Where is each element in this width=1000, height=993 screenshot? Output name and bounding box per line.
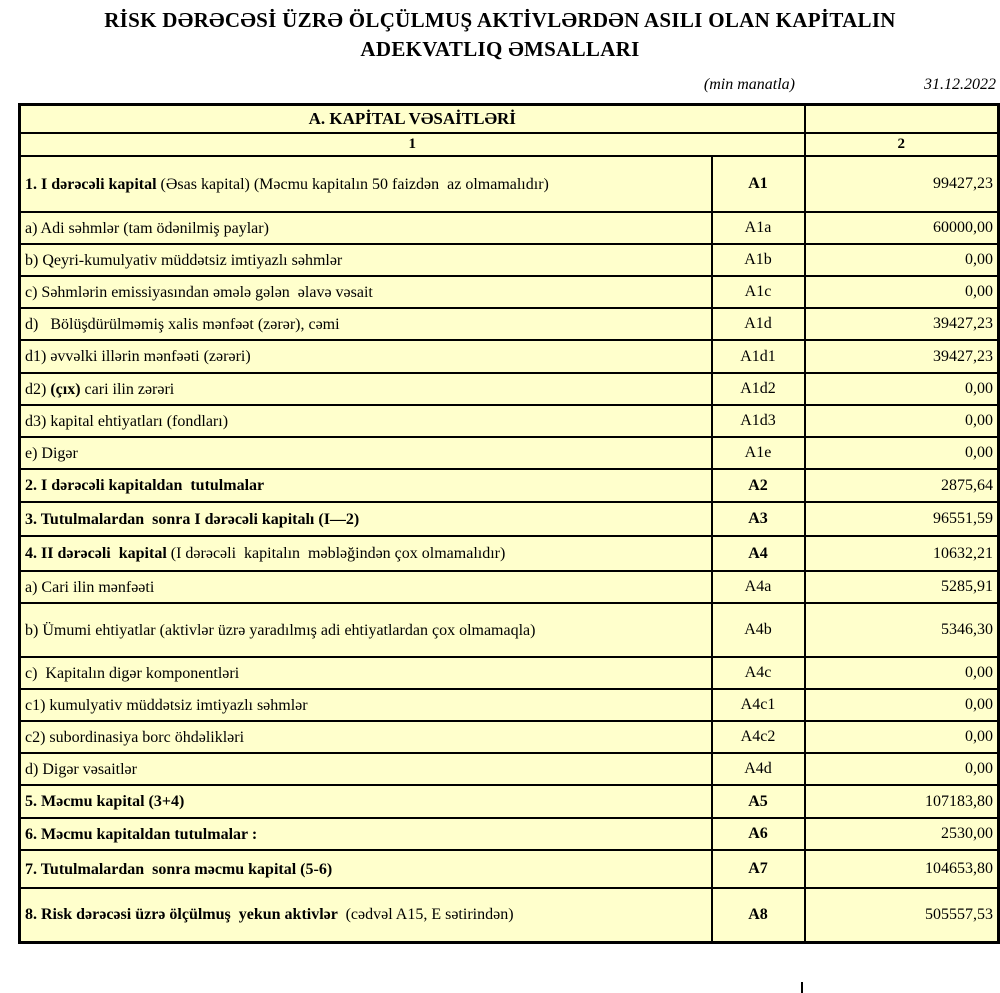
row-code: A5 (712, 785, 805, 818)
row-label (20, 818, 712, 850)
row-label-part: c) Səhmlərin emissiyasından əmələ gələn əlavə vəsait (25, 283, 373, 301)
row-label (20, 657, 712, 689)
row-label-part: c2) subordinasiya borc öhdəlikləri (25, 728, 245, 746)
row-value: 0,00 (805, 753, 999, 785)
row-value: 2530,00 (805, 818, 999, 850)
column-number-1: 1 (20, 133, 805, 156)
row-label (20, 373, 712, 405)
row-code: A1a (712, 212, 805, 244)
border-artifact (801, 982, 803, 993)
row-label (20, 689, 712, 721)
row-value: 0,00 (805, 373, 999, 405)
report-title-line1: RİSK DƏRƏCƏSİ ÜZRƏ ÖLÇÜLMUŞ AKTİVLƏRDƏN ASILI OLAN KAPİTALIN (104, 8, 896, 32)
row-label (20, 753, 712, 785)
row-value: 2875,64 (805, 469, 999, 502)
report-meta (0, 76, 1000, 98)
report-title (0, 6, 1000, 64)
table-row (20, 373, 999, 405)
row-label (20, 437, 712, 469)
capital-table (18, 103, 1000, 944)
row-code: A7 (712, 850, 805, 888)
table-row (20, 156, 999, 212)
row-label-part: b) Ümumi ehtiyatlar (aktivlər üzrə yaradılmış adi ehtiyatlardan çox olmamaqla) (25, 621, 536, 639)
section-header-row (20, 105, 999, 134)
row-label-bold-part: 1. I dərəcəli kapital (25, 175, 161, 193)
row-code: A2 (712, 469, 805, 502)
row-code: A1b (712, 244, 805, 276)
row-label (20, 850, 712, 888)
report-title-line2: ADEKVATLIQ ƏMSALLARI (360, 37, 640, 61)
row-label-bold-part: 4. II dərəcəli kapital (25, 545, 171, 562)
row-code: A1d1 (712, 340, 805, 373)
row-code: A6 (712, 818, 805, 850)
row-code: A8 (712, 888, 805, 942)
row-value: 5346,30 (805, 603, 999, 657)
row-value: 96551,59 (805, 502, 999, 536)
table-row (20, 657, 999, 689)
section-header-empty-cell (805, 105, 999, 134)
row-label-part: e) Digər (25, 444, 78, 462)
row-code: A3 (712, 502, 805, 536)
row-code: A1d3 (712, 405, 805, 437)
row-code: A1d2 (712, 373, 805, 405)
row-label-part: c) Kapitalın digər komponentləri (25, 664, 240, 682)
row-label-bold-part: 3. Tutulmalardan sonra I dərəcəli kapitalı (I—2) (25, 510, 360, 528)
table-row (20, 536, 999, 571)
table-row (20, 276, 999, 308)
row-label-bold-part: (çıx) (50, 380, 81, 398)
row-label-part: d) Bölüşdürülməmiş xalis mənfəət (zərər), cəmi (25, 315, 340, 333)
row-code: A4c (712, 657, 805, 689)
row-label (20, 340, 712, 373)
row-label (20, 536, 712, 571)
row-label-part: a) Cari ilin mənfəəti (25, 578, 155, 596)
row-label-bold-part: 5. Məcmu kapital (3+4) (25, 793, 185, 810)
row-label (20, 405, 712, 437)
row-value: 107183,80 (805, 785, 999, 818)
row-label (20, 156, 712, 212)
row-value: 0,00 (805, 437, 999, 469)
table-row (20, 308, 999, 340)
row-label (20, 212, 712, 244)
row-label-bold-part: 2. I dərəcəli kapitaldan tutulmalar (25, 477, 265, 494)
row-value: 60000,00 (805, 212, 999, 244)
row-label (20, 603, 712, 657)
row-value: 104653,80 (805, 850, 999, 888)
row-code: A1 (712, 156, 805, 212)
table-row (20, 850, 999, 888)
column-number-2: 2 (805, 133, 999, 156)
table-row (20, 437, 999, 469)
table-row (20, 785, 999, 818)
row-label-part: b) Qeyri-kumulyativ müddətsiz imtiyazlı səhmlər (25, 251, 343, 269)
table-row (20, 571, 999, 603)
row-label-bold-part: 7. Tutulmalardan sonra məcmu kapital (5-6) (25, 860, 333, 878)
row-code: A4d (712, 753, 805, 785)
table-row (20, 888, 999, 942)
table-row (20, 818, 999, 850)
row-value: 0,00 (805, 721, 999, 753)
row-value: 99427,23 (805, 156, 999, 212)
table-row (20, 753, 999, 785)
table-row (20, 212, 999, 244)
table-row (20, 502, 999, 536)
row-value: 0,00 (805, 244, 999, 276)
row-value: 0,00 (805, 689, 999, 721)
section-header: A. KAPİTAL VƏSAİTLƏRİ (20, 105, 805, 134)
row-code: A4b (712, 603, 805, 657)
table-row (20, 721, 999, 753)
table-row (20, 689, 999, 721)
row-code: A4c1 (712, 689, 805, 721)
row-label-part: d2) (25, 380, 51, 398)
row-label-bold-part: 8. Risk dərəcəsi üzrə ölçülmuş yekun aktivlər (25, 906, 342, 924)
row-label-part: (Əsas kapital) (Məcmu kapitalın 50 faizdən az olmamalıdır) (160, 175, 549, 193)
row-code: A1c (712, 276, 805, 308)
row-label (20, 888, 712, 942)
row-value: 39427,23 (805, 340, 999, 373)
row-code: A4 (712, 536, 805, 571)
column-number-row (20, 133, 999, 156)
row-label-part: c1) kumulyativ müddətsiz imtiyazlı səhmlər (25, 696, 308, 714)
table-row (20, 603, 999, 657)
row-code: A1d (712, 308, 805, 340)
row-label (20, 721, 712, 753)
row-value: 0,00 (805, 657, 999, 689)
row-value: 505557,53 (805, 888, 999, 942)
row-label (20, 571, 712, 603)
row-label-part: a) Adi səhmlər (tam ödənilmiş paylar) (25, 219, 269, 237)
row-label (20, 469, 712, 502)
row-value: 0,00 (805, 276, 999, 308)
row-label-part: d) Digər vəsaitlər (25, 760, 137, 778)
row-label (20, 308, 712, 340)
table-row (20, 405, 999, 437)
row-label (20, 785, 712, 818)
row-label-part: d1) əvvəlki illərin mənfəəti (zərəri) (25, 348, 251, 365)
table-row (20, 340, 999, 373)
row-label-part: (cədvəl A15, E sətirindən) (341, 906, 514, 924)
row-value: 5285,91 (805, 571, 999, 603)
table-row (20, 244, 999, 276)
row-value: 10632,21 (805, 536, 999, 571)
table-row (20, 469, 999, 502)
row-code: A4a (712, 571, 805, 603)
row-code: A4c2 (712, 721, 805, 753)
row-label-bold-part: 6. Məcmu kapitaldan tutulmalar : (25, 825, 258, 843)
row-label-part: d3) kapital ehtiyatları (fondları) (25, 412, 229, 430)
unit-note: (min manatla) (703, 76, 795, 93)
row-label (20, 502, 712, 536)
row-label (20, 244, 712, 276)
row-value: 39427,23 (805, 308, 999, 340)
row-value: 0,00 (805, 405, 999, 437)
row-code: A1e (712, 437, 805, 469)
row-label-part: cari ilin zərəri (80, 380, 175, 398)
report-date: 31.12.2022 (924, 76, 996, 93)
row-label-part: (I dərəcəli kapitalın məbləğindən çox olmamalıdır) (170, 545, 506, 562)
row-label (20, 276, 712, 308)
